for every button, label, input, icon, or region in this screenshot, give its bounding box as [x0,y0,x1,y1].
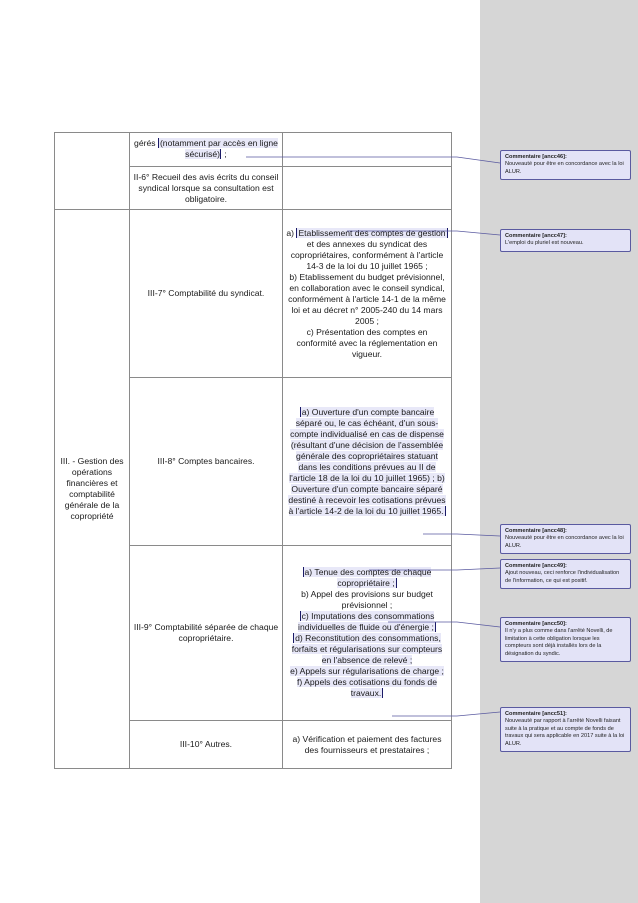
comment-body: Nouveauté par rapport à l'arrêté Novelli faisant suite à la pratique et au compte de fonds de travaux qui sera applicable en 2017 suite à la loi ALUR. [505,718,625,747]
detail-cell: a) Vérification et paiement des factures des fournisseurs et prestataires ; [283,721,452,769]
detail-b: b) Etablissement du budget prévisionnel, en collaboration avec le conseil syndical, conformément à l'article 14-1 de la même loi et au décret n° 2005-240 du 14 mars 2005 ; [288,271,446,326]
task-cell: II-6° Recueil des avis écrits du conseil syndical lorsque sa consultation est obligatoire. [130,167,283,210]
task-text-start: gérés [134,138,156,148]
detail-e: e) Appels sur régularisations de charge ; [290,666,444,676]
comment-title: Commentaire [ancc49]: [505,563,567,569]
comment-body: Nouveauté pour être en concordance avec la loi ALUR. [505,535,624,549]
comment-ancc47[interactable] [500,229,631,252]
comment-anchor-ancc46[interactable]: (notamment par accès en ligne sécurisé) [159,138,278,159]
section-cell-empty [55,133,130,210]
task-cell: III-8° Comptes bancaires. [130,378,283,546]
detail-cell [283,378,452,546]
comment-body: L'emploi du pluriel est nouveau. [505,240,584,247]
detail-a-prefix: a) [286,227,297,238]
comment-ancc50[interactable] [500,617,631,662]
detail-b: b) Appel des provisions sur budget prévisionnel ; [301,589,433,610]
comment-anchor-ancc47[interactable]: Etablissement des comptes de gestion [298,227,446,238]
task-cell: III-9° Comptabilité séparée de chaque copropriétaire. [130,546,283,721]
comment-title: Commentaire [ancc51]: [505,711,567,717]
comment-anchor-ancc51[interactable]: f) Appels des cotisations du fonds de travaux. [297,677,437,698]
section-label: III. - Gestion des opérations financières et comptabilité générale de la copropriété [55,210,130,769]
comment-title: Commentaire [ancc46]: [505,154,567,160]
comment-ancc49[interactable] [500,559,631,589]
task-cell [130,133,283,167]
detail-cell [283,546,452,721]
comment-anchor-ancc48[interactable]: a) Ouverture d'un compte bancaire séparé ou, le cas échéant, d'un sous-compte individualisé en cas de dispense (résultant d'une décision de l'assemblée générale des copropriétaires statuant dans les conditions prévues au II de l'article 18 de la loi du 10 juillet 1965) ; b) Ouverture d'un compte bancaire séparé destiné à recevoir les cotisations prévues à l'article 14-2 de la loi du 10 juillet 1965. [288,406,446,516]
comment-body: Ajout nouveau, ceci renforce l'individualisation de l'information, ce qui est positif. [505,570,620,584]
task-text-end: ; [222,149,227,159]
comment-ancc48[interactable] [500,524,631,554]
comment-ancc51[interactable] [500,707,631,752]
table-row [55,210,452,378]
detail-cell-empty [283,133,452,167]
task-cell: III-10° Autres. [130,721,283,769]
table-row [55,133,452,167]
detail-cell [283,210,452,378]
detail-d: d) Reconstitution des consommations, forfaits et régularisations sur compteurs en l'absence de relevé ; [291,633,443,665]
comment-body: Il n'y a plus comme dans l'arrêté Novelli, de limitation à cette obligation lorsque les compteurs sont déjà installés lors de la désignation du syndic. [505,628,613,657]
comment-title: Commentaire [ancc47]: [505,233,567,239]
detail-cell-empty [283,167,452,210]
comment-margin-pane [480,0,638,903]
detail-c: c) Présentation des comptes en conformité avec la réglementation en vigueur. [296,326,438,359]
comment-title: Commentaire [ancc50]: [505,621,567,627]
comment-body: Nouveauté pour être en concordance avec la loi ALUR. [505,161,624,175]
comment-anchor-ancc50[interactable]: c) Imputations des consommations individuelles de fluide ou d'énergie ; [298,611,435,632]
mandate-table [54,132,452,769]
detail-a-rest: et des annexes du syndicat des copropriétaires, conformément à l'article 14-3 de la loi du 10 juillet 1965 ; [290,238,444,271]
comment-ancc46[interactable] [500,150,631,180]
task-cell: III-7° Comptabilité du syndicat. [130,210,283,378]
comment-anchor-ancc49[interactable]: a) Tenue des comptes de chaque copropriétaire ; [304,567,432,588]
comment-title: Commentaire [ancc48]: [505,528,567,534]
